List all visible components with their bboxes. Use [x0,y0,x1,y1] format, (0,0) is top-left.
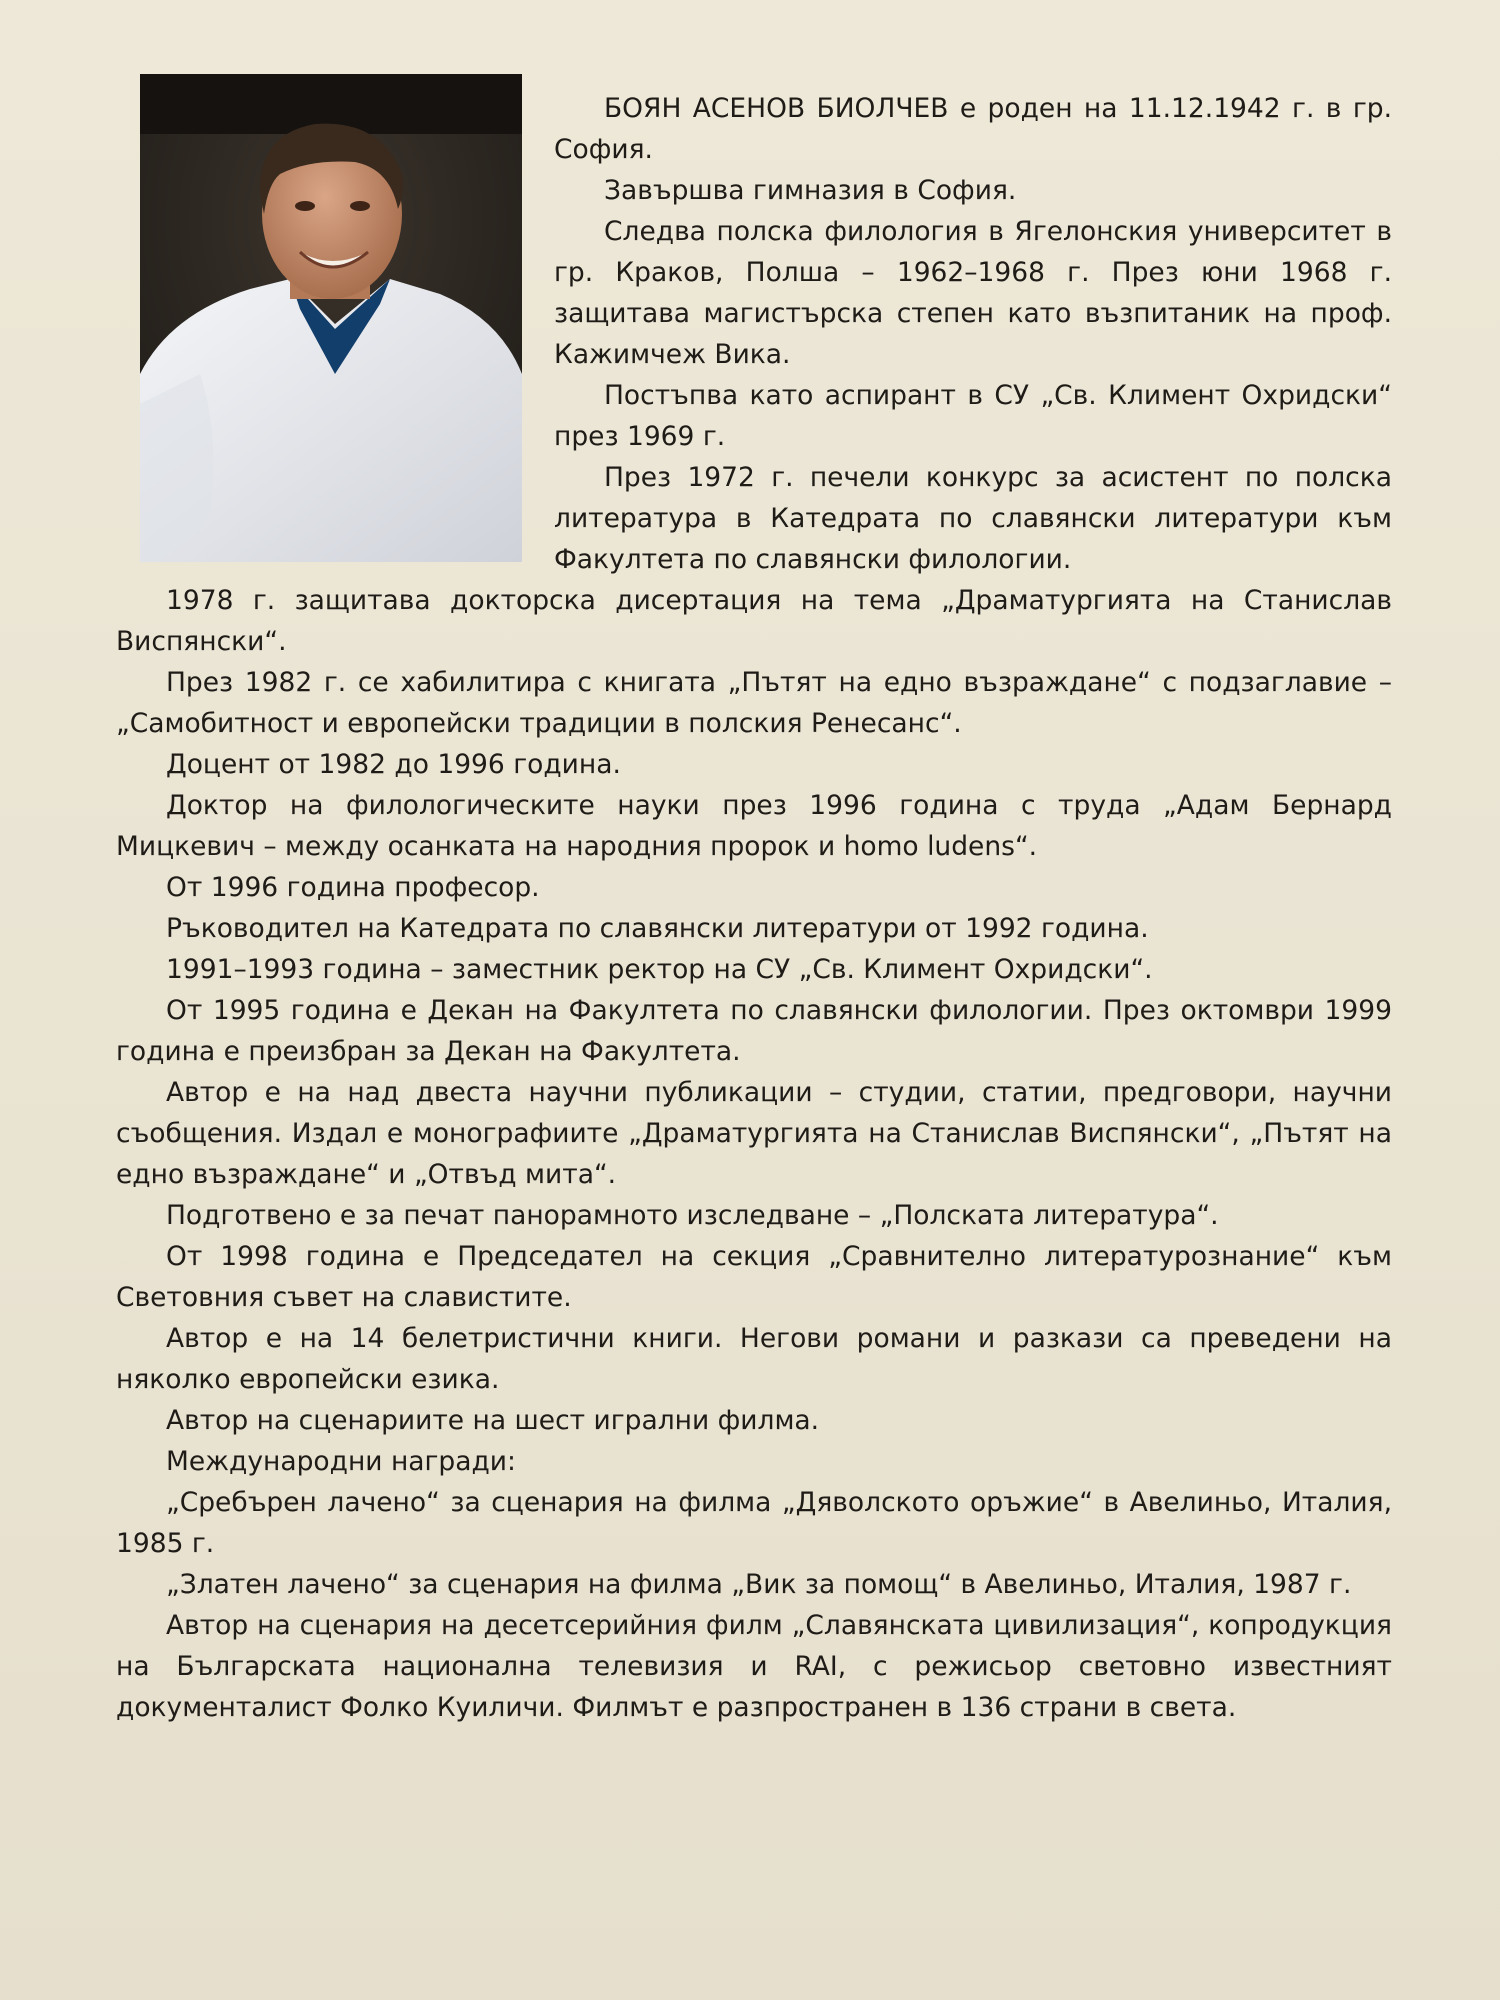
bio-paragraph: Завършва гимназия в София. [604,175,1017,206]
bio-paragraph: 1991–1993 година – заместник ректор на СУ „Св. Климент Охридски“. [166,954,1153,985]
bio-paragraph: Автор на сценариите на шест игрални филма. [166,1405,820,1436]
bio-paragraph: От 1998 година е Председател на секция „Сравнително литературознание“ към Световния съвет на славистите. [116,1241,1392,1313]
bio-paragraph: Следва полска филология в Ягелонския университет в гр. Краков, Полша – 1962–1968 г. През юни 1968 г. защитава магистърска степен като възпитаник на проф. Кажимчеж Вика. [554,216,1392,370]
bio-paragraph: „Сребърен лачено“ за сценария на филма „Дяволското оръжие“ в Авелиньо, Италия, 1985 г. [116,1487,1392,1559]
bio-paragraph: От 1995 година е Декан на Факултета по славянски филологии. През октомври 1999 година е преизбран за Декан на Факултета. [116,995,1392,1067]
bio-paragraph: Доцент от 1982 до 1996 година. [166,749,621,780]
bio-paragraph: Доктор на филологическите науки през 1996 година с труда „Адам Бернард Мицкевич – между осанката на народния пророк и homo ludens“. [116,790,1392,862]
bio-paragraph: Автор е на 14 белетристични книги. Негови романи и разкази са преведени на няколко европейски езика. [116,1323,1392,1395]
biography-intro [116,88,1392,580]
bio-paragraph: През 1982 г. се хабилитира с книгата „Пътят на едно възраждане“ с подзаглавие – „Самобитност и европейски традиции в полския Ренесанс“. [116,667,1392,739]
bio-paragraph: „Златен лачено“ за сценария на филма „Вик за помощ“ в Авелиньо, Италия, 1987 г. [166,1569,1352,1600]
bio-paragraph: Международни награди: [166,1446,516,1477]
bio-paragraph: БОЯН АСЕНОВ БИОЛЧЕВ е роден на 11.12.1942 г. в гр. София. [554,93,1392,165]
bio-paragraph: Автор на сценария на десетсерийния филм „Славянската цивилизация“, копродукция на Българската национална телевизия и RAI, с режисьор световно известният документалист Фолко Куиличи. Филмът е разпространен в 136 страни в света. [116,1610,1392,1723]
bio-paragraph: От 1996 година професор. [166,872,540,903]
bio-paragraph: Постъпва като аспирант в СУ „Св. Климент Охридски“ през 1969 г. [554,380,1392,452]
biography-text [116,88,1392,1728]
bio-paragraph: 1978 г. защитава докторска дисертация на тема „Драматургията на Станислав Виспянски“. [116,585,1392,657]
bio-paragraph: Подготвено е за печат панорамното изследване – „Полската литература“. [166,1200,1219,1231]
bio-paragraph: Ръководител на Катедрата по славянски литератури от 1992 година. [166,913,1149,944]
bio-paragraph: През 1972 г. печели конкурс за асистент по полска литература в Катедрата по славянски литератури към Факултета по славянски филологии. [554,462,1392,575]
bio-paragraph: Автор е на над двеста научни публикации – студии, статии, предговори, научни съобщения. Издал е монографиите „Драматургията на Станислав Виспянски“, „Пътят на едно възраждане“ и „Отвъд мита“. [116,1077,1392,1190]
